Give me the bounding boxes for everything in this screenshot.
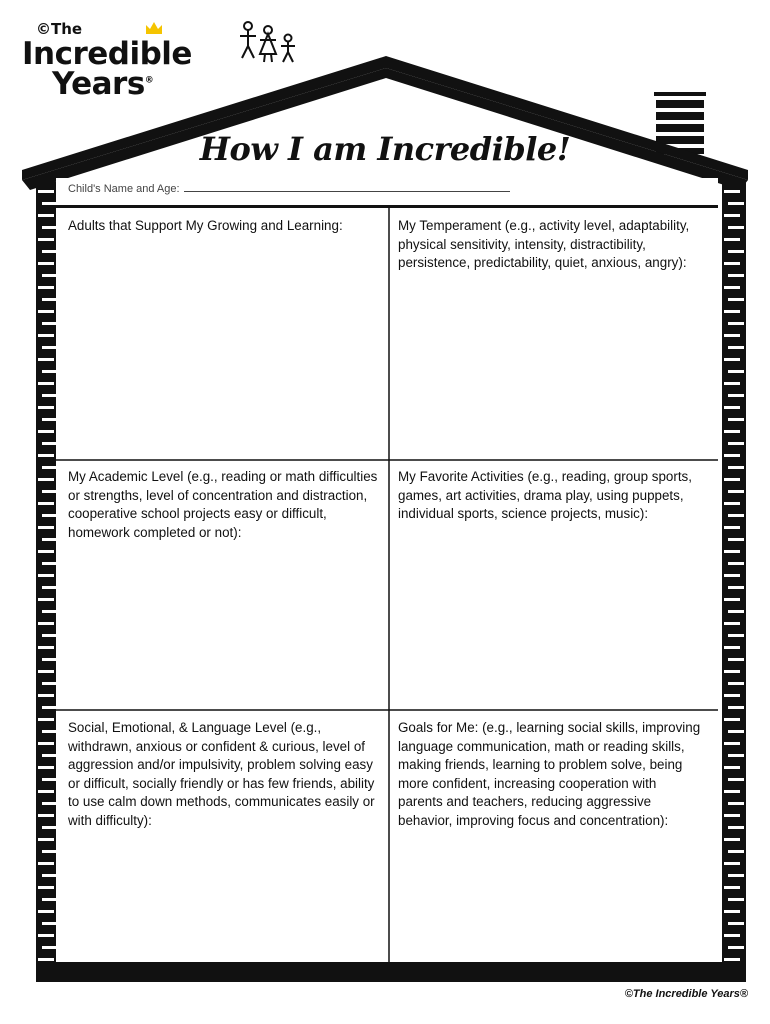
childs-name-age-label: Child's Name and Age: [68, 183, 180, 195]
cell-adults-support: Adults that Support My Growing and Learning: [68, 218, 343, 233]
cell-temperament: My Temperament (e.g., activity level, adaptability, physical sensitivity, intensity, distractibility, persistence, predictability, quiet, anxious, angry): [398, 218, 690, 270]
incredible-years-logo [22, 18, 312, 102]
crown-icon [146, 22, 162, 34]
cell-academic-level: My Academic Level (e.g., reading or math difficulties or strengths, level of concentration and distraction, cooperative school projects easy or difficult, homework completed or not): [68, 469, 378, 540]
cell-goals: Goals for Me: (e.g., learning social skills, improving language communication, math or reading skills, making friends, learning to problem solve, being more confident, increasing cooperation with parents and teachers, reducing aggressive behavior, improving focus and concentration): [398, 720, 701, 828]
logo-line-years: Years® [52, 66, 154, 102]
footer-copyright: ©The Incredible Years® [624, 988, 748, 1000]
family-icon [238, 20, 302, 64]
childs-name-age-blank[interactable] [184, 191, 510, 192]
cell-favorite-activities: My Favorite Activities (e.g., reading, group sports, games, art activities, drama play, using puppets, individual sports, science projects, music): [398, 469, 692, 521]
childs-name-age-field[interactable] [68, 183, 510, 195]
page-title: How I am Incredible! [199, 130, 571, 168]
logo-copyright-the: ©The [36, 20, 83, 38]
logo-line-incredible: Incredible [22, 36, 192, 72]
cell-social-emotional: Social, Emotional, & Language Level (e.g., withdrawn, anxious or confident & curious, level of aggression and/or impulsivity, problem solving easy or difficult, socially friendly or has few friends, ability to use calm down methods, communicates easily or with difficulty): [68, 720, 375, 828]
